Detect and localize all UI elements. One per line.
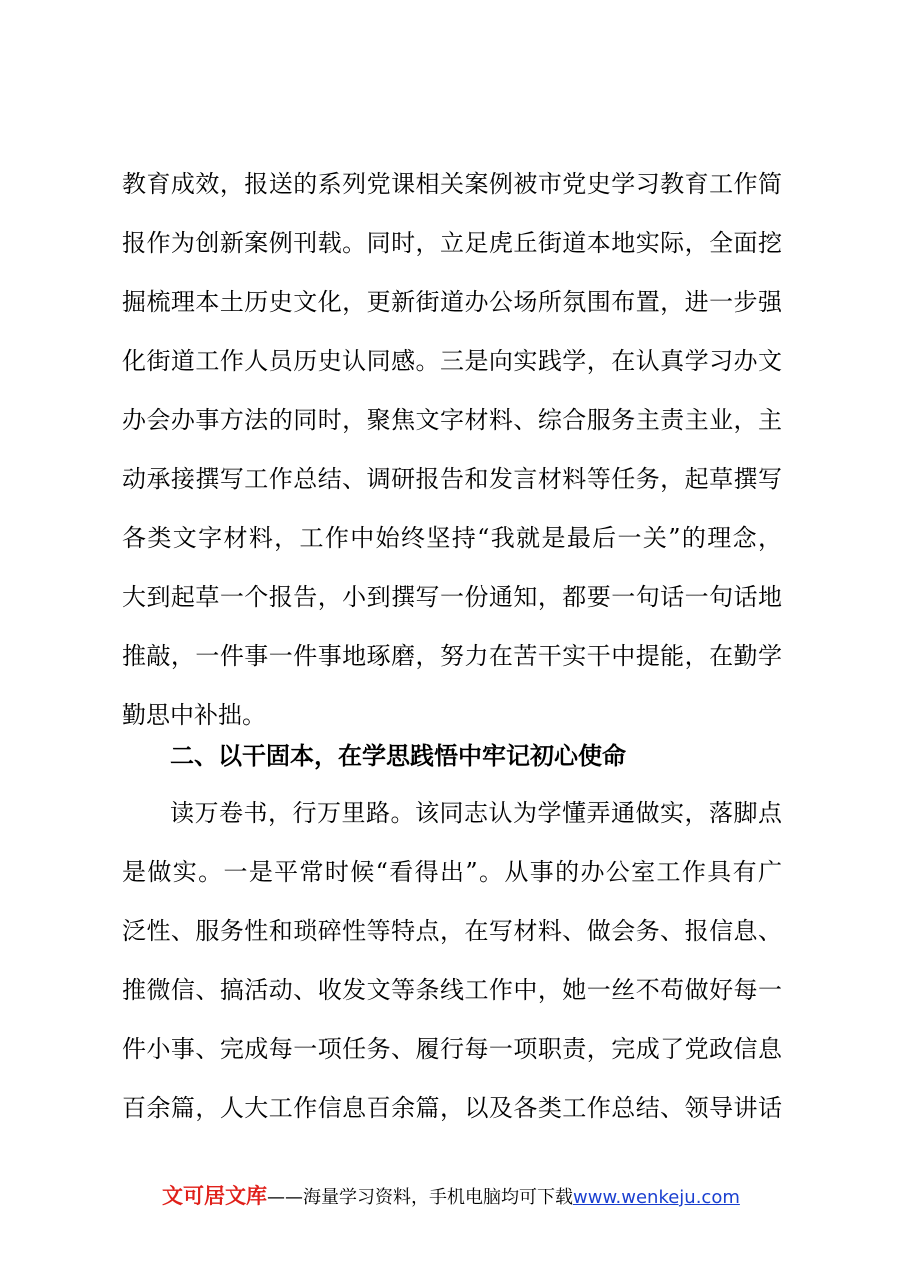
- footer-banner: [162, 1181, 740, 1211]
- paragraph-line: 办会办事方法的同时，聚焦文字材料、综合服务主责主业，主: [122, 406, 782, 434]
- paragraph-line: 件小事、完成每一项任务、履行每一项职责，完成了党政信息: [122, 1035, 782, 1063]
- paragraph-line: 化街道工作人员历史认同感。三是向实践学，在认真学习办文: [122, 347, 782, 375]
- paragraph-line: 推微信、搞活动、收发文等条线工作中，她一丝不苟做好每一: [122, 976, 782, 1004]
- paragraph-line: 百余篇，人大工作信息百余篇，以及各类工作总结、领导讲话: [122, 1094, 782, 1122]
- paragraph-line: 读万卷书，行万里路。该同志认为学懂弄通做实，落脚点: [170, 799, 782, 827]
- paragraph-line: 各类文字材料，工作中始终坚持“我就是最后一关”的理念，: [122, 524, 782, 552]
- paragraph-line: 泛性、服务性和琐碎性等特点，在写材料、做会务、报信息、: [122, 917, 782, 945]
- section-heading: 二、以干固本，在学思践悟中牢记初心使命: [170, 742, 626, 770]
- paragraph-line: 教育成效，报送的系列党课相关案例被市党史学习教育工作简: [122, 170, 782, 198]
- paragraph-line: 大到起草一个报告，小到撰写一份通知，都要一句话一句话地: [122, 583, 782, 611]
- paragraph-line: 推敲，一件事一件事地琢磨，努力在苦干实干中提能，在勤学: [122, 642, 782, 670]
- paragraph-line: 动承接撰写工作总结、调研报告和发言材料等任务，起草撰写: [122, 465, 782, 493]
- paragraph-line: 报作为创新案例刊载。同时，立足虎丘街道本地实际，全面挖: [122, 229, 782, 257]
- footer-link[interactable]: www.wenkeju.com: [573, 1187, 740, 1208]
- paragraph-line: 是做实。一是平常时候“看得出”。从事的办公室工作具有广: [122, 858, 782, 886]
- footer-slogan: ——海量学习资料，手机电脑均可下载: [267, 1187, 573, 1208]
- footer-brand: 文可居文库: [162, 1184, 267, 1208]
- paragraph-line: 掘梳理本土历史文化，更新街道办公场所氛围布置，进一步强: [122, 288, 782, 316]
- paragraph-line: 勤思中补拙。: [122, 701, 266, 729]
